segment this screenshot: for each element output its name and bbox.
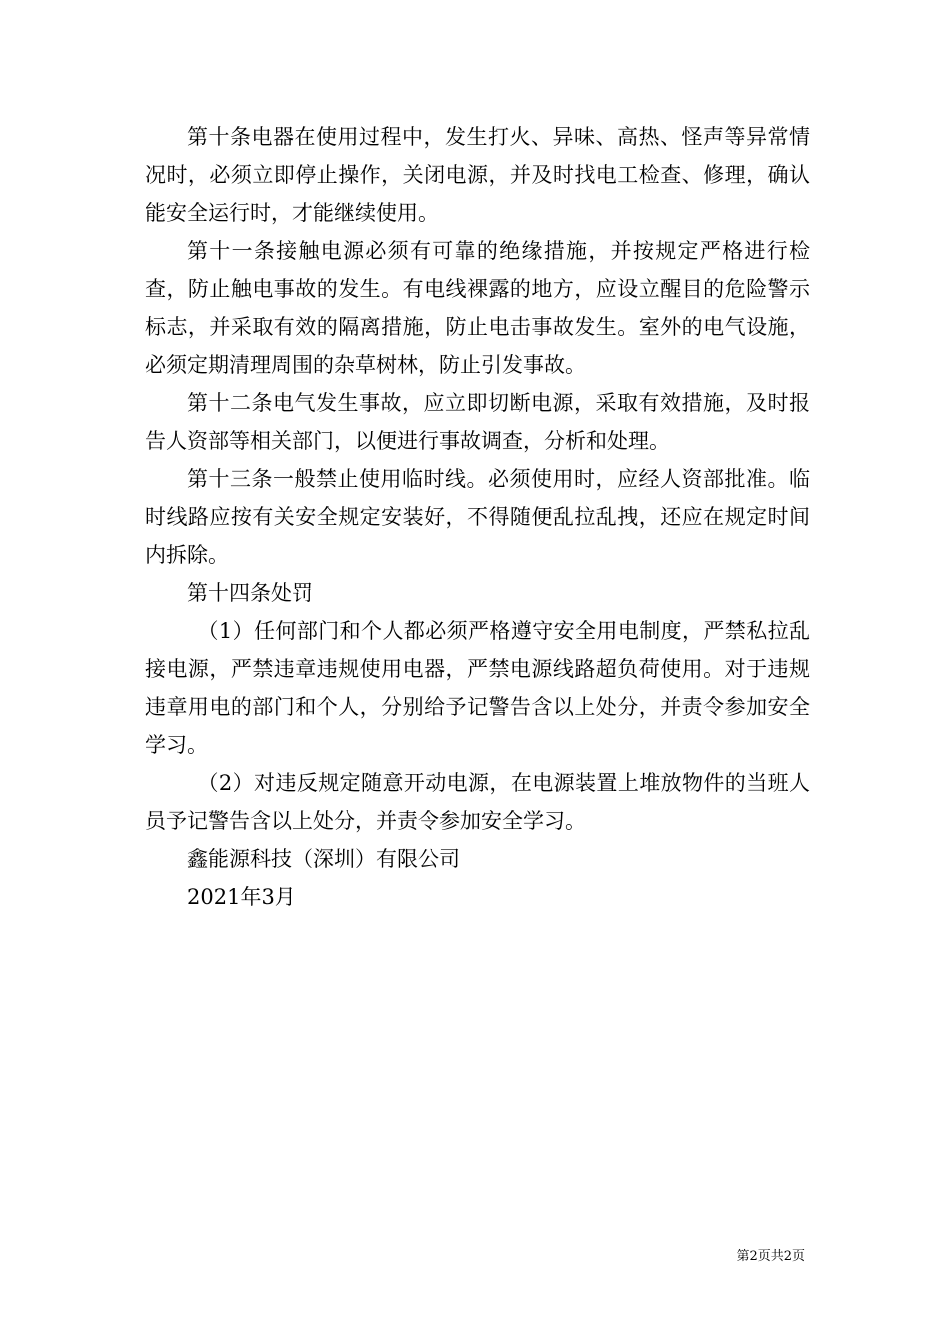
company-name: 鑫能源科技（深圳）有限公司 xyxy=(187,847,460,871)
article-14-heading: 第十四条处罚 xyxy=(187,581,313,605)
article-10-paragraph: 第十条电器在使用过程中，发生打火、异味、高热、怪声等异常情况时，必须立即停止操作，关闭电源，并及时找电工检查、修理，确认能安全运行时，才能继续使用。 xyxy=(145,125,810,225)
penalty-item-1: （1）任何部门和个人都必须严格遵守安全用电制度，严禁私拉乱接电源，严禁违章违规使用电器，严禁电源线路超负荷使用。对于违规违章用电的部门和个人，分别给予记警告含以上处分，并责令参加安全学习。 xyxy=(145,619,810,757)
article-12-paragraph: 第十二条电气发生事故，应立即切断电源，采取有效措施，及时报告人资部等相关部门，以便进行事故调查，分析和处理。 xyxy=(145,391,810,453)
article-13-paragraph: 第十三条一般禁止使用临时线。必须使用时，应经人资部批准。临时线路应按有关安全规定安装好，不得随便乱拉乱拽，还应在规定时间内拆除。 xyxy=(145,467,810,567)
article-11-paragraph: 第十一条接触电源必须有可靠的绝缘措施，并按规定严格进行检查，防止触电事故的发生。有电线裸露的地方，应设立醒目的危险警示标志，并采取有效的隔离措施，防止电击事故发生。室外的电气设施，必须定期清理周围的杂草树林，防止引发事故。 xyxy=(145,239,810,377)
penalty-item-2: （2）对违反规定随意开动电源，在电源装置上堆放物件的当班人员予记警告含以上处分，并责令参加安全学习。 xyxy=(145,771,810,833)
document-body xyxy=(145,118,810,916)
page-number-footer: 第2页共2页 xyxy=(736,1249,805,1264)
document-date: 2021年3月 xyxy=(187,885,296,909)
